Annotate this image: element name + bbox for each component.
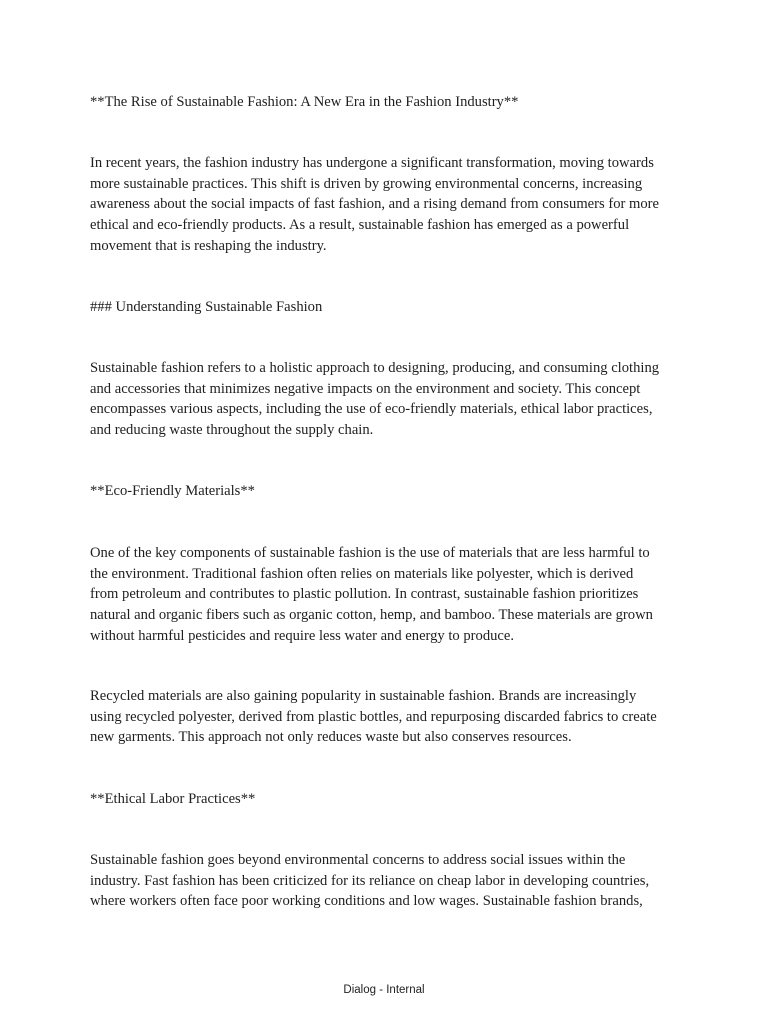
text-line: encompasses various aspects, including the use of eco-friendly materials, ethical labor practices, xyxy=(90,401,653,418)
heading-line: ### Understanding Sustainable Fashion xyxy=(90,299,323,315)
text-line: industry. Fast fashion has been criticized for its reliance on cheap labor in developing countries, xyxy=(90,872,650,889)
text-line: movement that is reshaping the industry. xyxy=(90,237,327,254)
text-line: awareness about the social impacts of fast fashion, and a rising demand from consumers for more xyxy=(90,196,659,213)
materials-paragraph-2 xyxy=(90,686,690,748)
text-line: without harmful pesticides and require less water and energy to produce. xyxy=(90,627,515,644)
text-line: using recycled polyester, derived from plastic bottles, and repurposing discarded fabrics to create xyxy=(90,708,657,725)
intro-paragraph xyxy=(90,153,690,257)
section-heading-labor xyxy=(90,789,690,810)
materials-paragraph-1 xyxy=(90,543,690,647)
heading-line: **Eco-Friendly Materials** xyxy=(90,483,255,499)
text-line: In recent years, the fashion industry has undergone a significant transformation, moving towards xyxy=(90,155,654,171)
text-line: from petroleum and contributes to plastic pollution. In contrast, sustainable fashion prioritizes xyxy=(90,586,639,603)
text-line: natural and organic fibers such as organic cotton, hemp, and bamboo. These materials are grown xyxy=(90,607,653,624)
text-line: more sustainable practices. This shift is driven by growing environmental concerns, increasing xyxy=(90,175,643,192)
text-line: the environment. Traditional fashion often relies on materials like polyester, which is derived xyxy=(90,565,634,582)
text-line: Sustainable fashion goes beyond environmental concerns to address social issues within the xyxy=(90,852,626,868)
heading-line: **Ethical Labor Practices** xyxy=(90,791,256,807)
text-line: new garments. This approach not only reduces waste but also conserves resources. xyxy=(90,729,572,746)
text-line: and reducing waste throughout the supply chain. xyxy=(90,422,374,439)
text-line: where workers often face poor working conditions and low wages. Sustainable fashion brands, xyxy=(90,893,643,910)
document-title xyxy=(90,92,690,113)
section-heading-materials xyxy=(90,481,690,502)
classification-footer: Dialog - Internal xyxy=(343,984,425,996)
section-heading-understanding xyxy=(90,297,690,318)
understanding-paragraph xyxy=(90,358,690,441)
text-line: and accessories that minimizes negative impacts on the environment and society. This concept xyxy=(90,380,641,397)
title-line: **The Rise of Sustainable Fashion: A New Era in the Fashion Industry** xyxy=(90,94,519,110)
text-line: Recycled materials are also gaining popularity in sustainable fashion. Brands are increasingly xyxy=(90,688,637,704)
text-line: One of the key components of sustainable fashion is the use of materials that are less harmful to xyxy=(90,545,650,561)
text-line: ethical and eco-friendly products. As a result, sustainable fashion has emerged as a powerful xyxy=(90,217,630,234)
text-line: Sustainable fashion refers to a holistic approach to designing, producing, and consuming clothing xyxy=(90,360,660,376)
labor-paragraph xyxy=(90,850,690,912)
